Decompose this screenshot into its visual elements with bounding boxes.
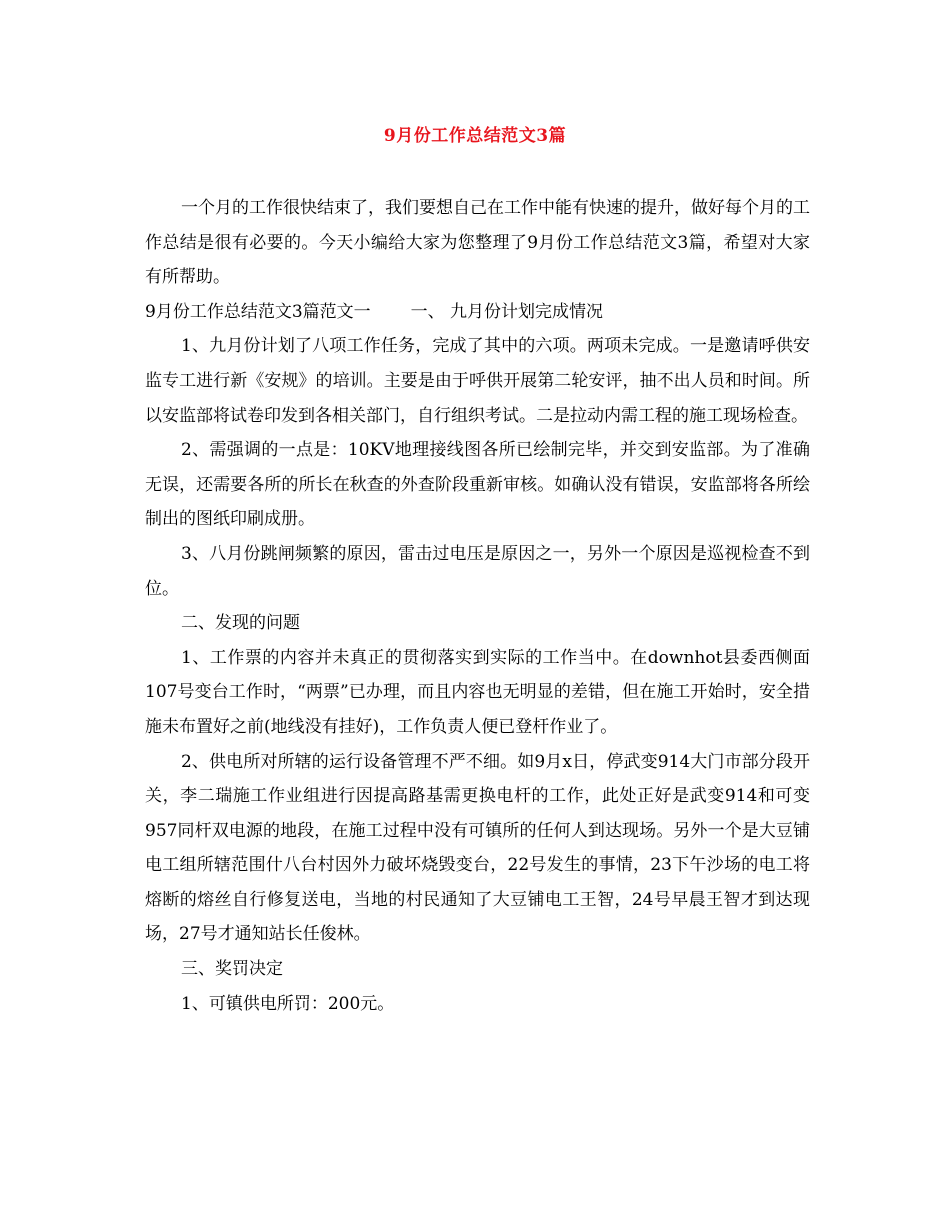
- document-title: 9月份工作总结范文3篇: [383, 126, 567, 146]
- section3-paragraph-1: 1、可镇供电所罚：200元。: [181, 993, 395, 1014]
- section3-heading: 三、奖罚决定: [181, 959, 283, 980]
- article-heading: 9月份工作总结范文3篇范文一: [145, 301, 371, 322]
- section2-heading: 二、发现的问题: [181, 613, 300, 634]
- intro-paragraph: 一个月的工作很快结束了，我们要想自己在工作中能有快速的提升，做好每个月的工作总结是很有必要的。今天小编给大家为您整理了9月份工作总结范文3篇，希望对大家有所帮助。: [145, 198, 810, 288]
- section1-heading: 一、 九月份计划完成情况: [410, 301, 604, 322]
- section2-paragraph-1: 1、工作票的内容并未真正的贯彻落实到实际的工作当中。在downhot县委西侧面107号变台工作时，“两票”已办理，而且内容也无明显的差错，但在施工开始时，安全措施未布置好之前(地线没有挂好)，工作负责人便已登杆作业了。: [145, 647, 810, 737]
- section1-paragraph-1: 1、九月份计划了八项工作任务，完成了其中的六项。两项未完成。一是邀请呼供安监专工进行新《安规》的培训。主要是由于呼供开展第二轮安评，抽不出人员和时间。所以安监部将试卷印发到各相关部门，自行组织考试。二是拉动内需工程的施工现场检查。: [145, 336, 810, 426]
- section1-paragraph-3: 3、八月份跳闸频繁的原因，雷击过电压是原因之一，另外一个原因是巡视检查不到位。: [145, 543, 810, 599]
- article-heading-line: [145, 295, 810, 330]
- section2-paragraph-2: 2、供电所对所辖的运行设备管理不严不细。如9月x日，停武变914大门市部分段开关，李二瑞施工作业组进行因提高路基需更换电杆的工作，此处正好是武变914和可变957同杆双电源的地段，在施工过程中没有可镇所的任何人到达现场。另外一个是大豆铺电工组所辖范围什八台村因外力破坏烧毁变台，22号发生的事情，23下午沙场的电工将熔断的熔丝自行修复送电，当地的村民通知了大豆铺电工王智，24号早晨王智才到达现场，27号才通知站长任俊林。: [145, 751, 810, 945]
- document-body: [145, 191, 810, 1021]
- section1-paragraph-2: 2、需强调的一点是：10KV地理接线图各所已绘制完毕，并交到安监部。为了准确无误，还需要各所的所长在秋查的外查阶段重新审核。如确认没有错误，安监部将各所绘制出的图纸印刷成册。: [145, 440, 810, 530]
